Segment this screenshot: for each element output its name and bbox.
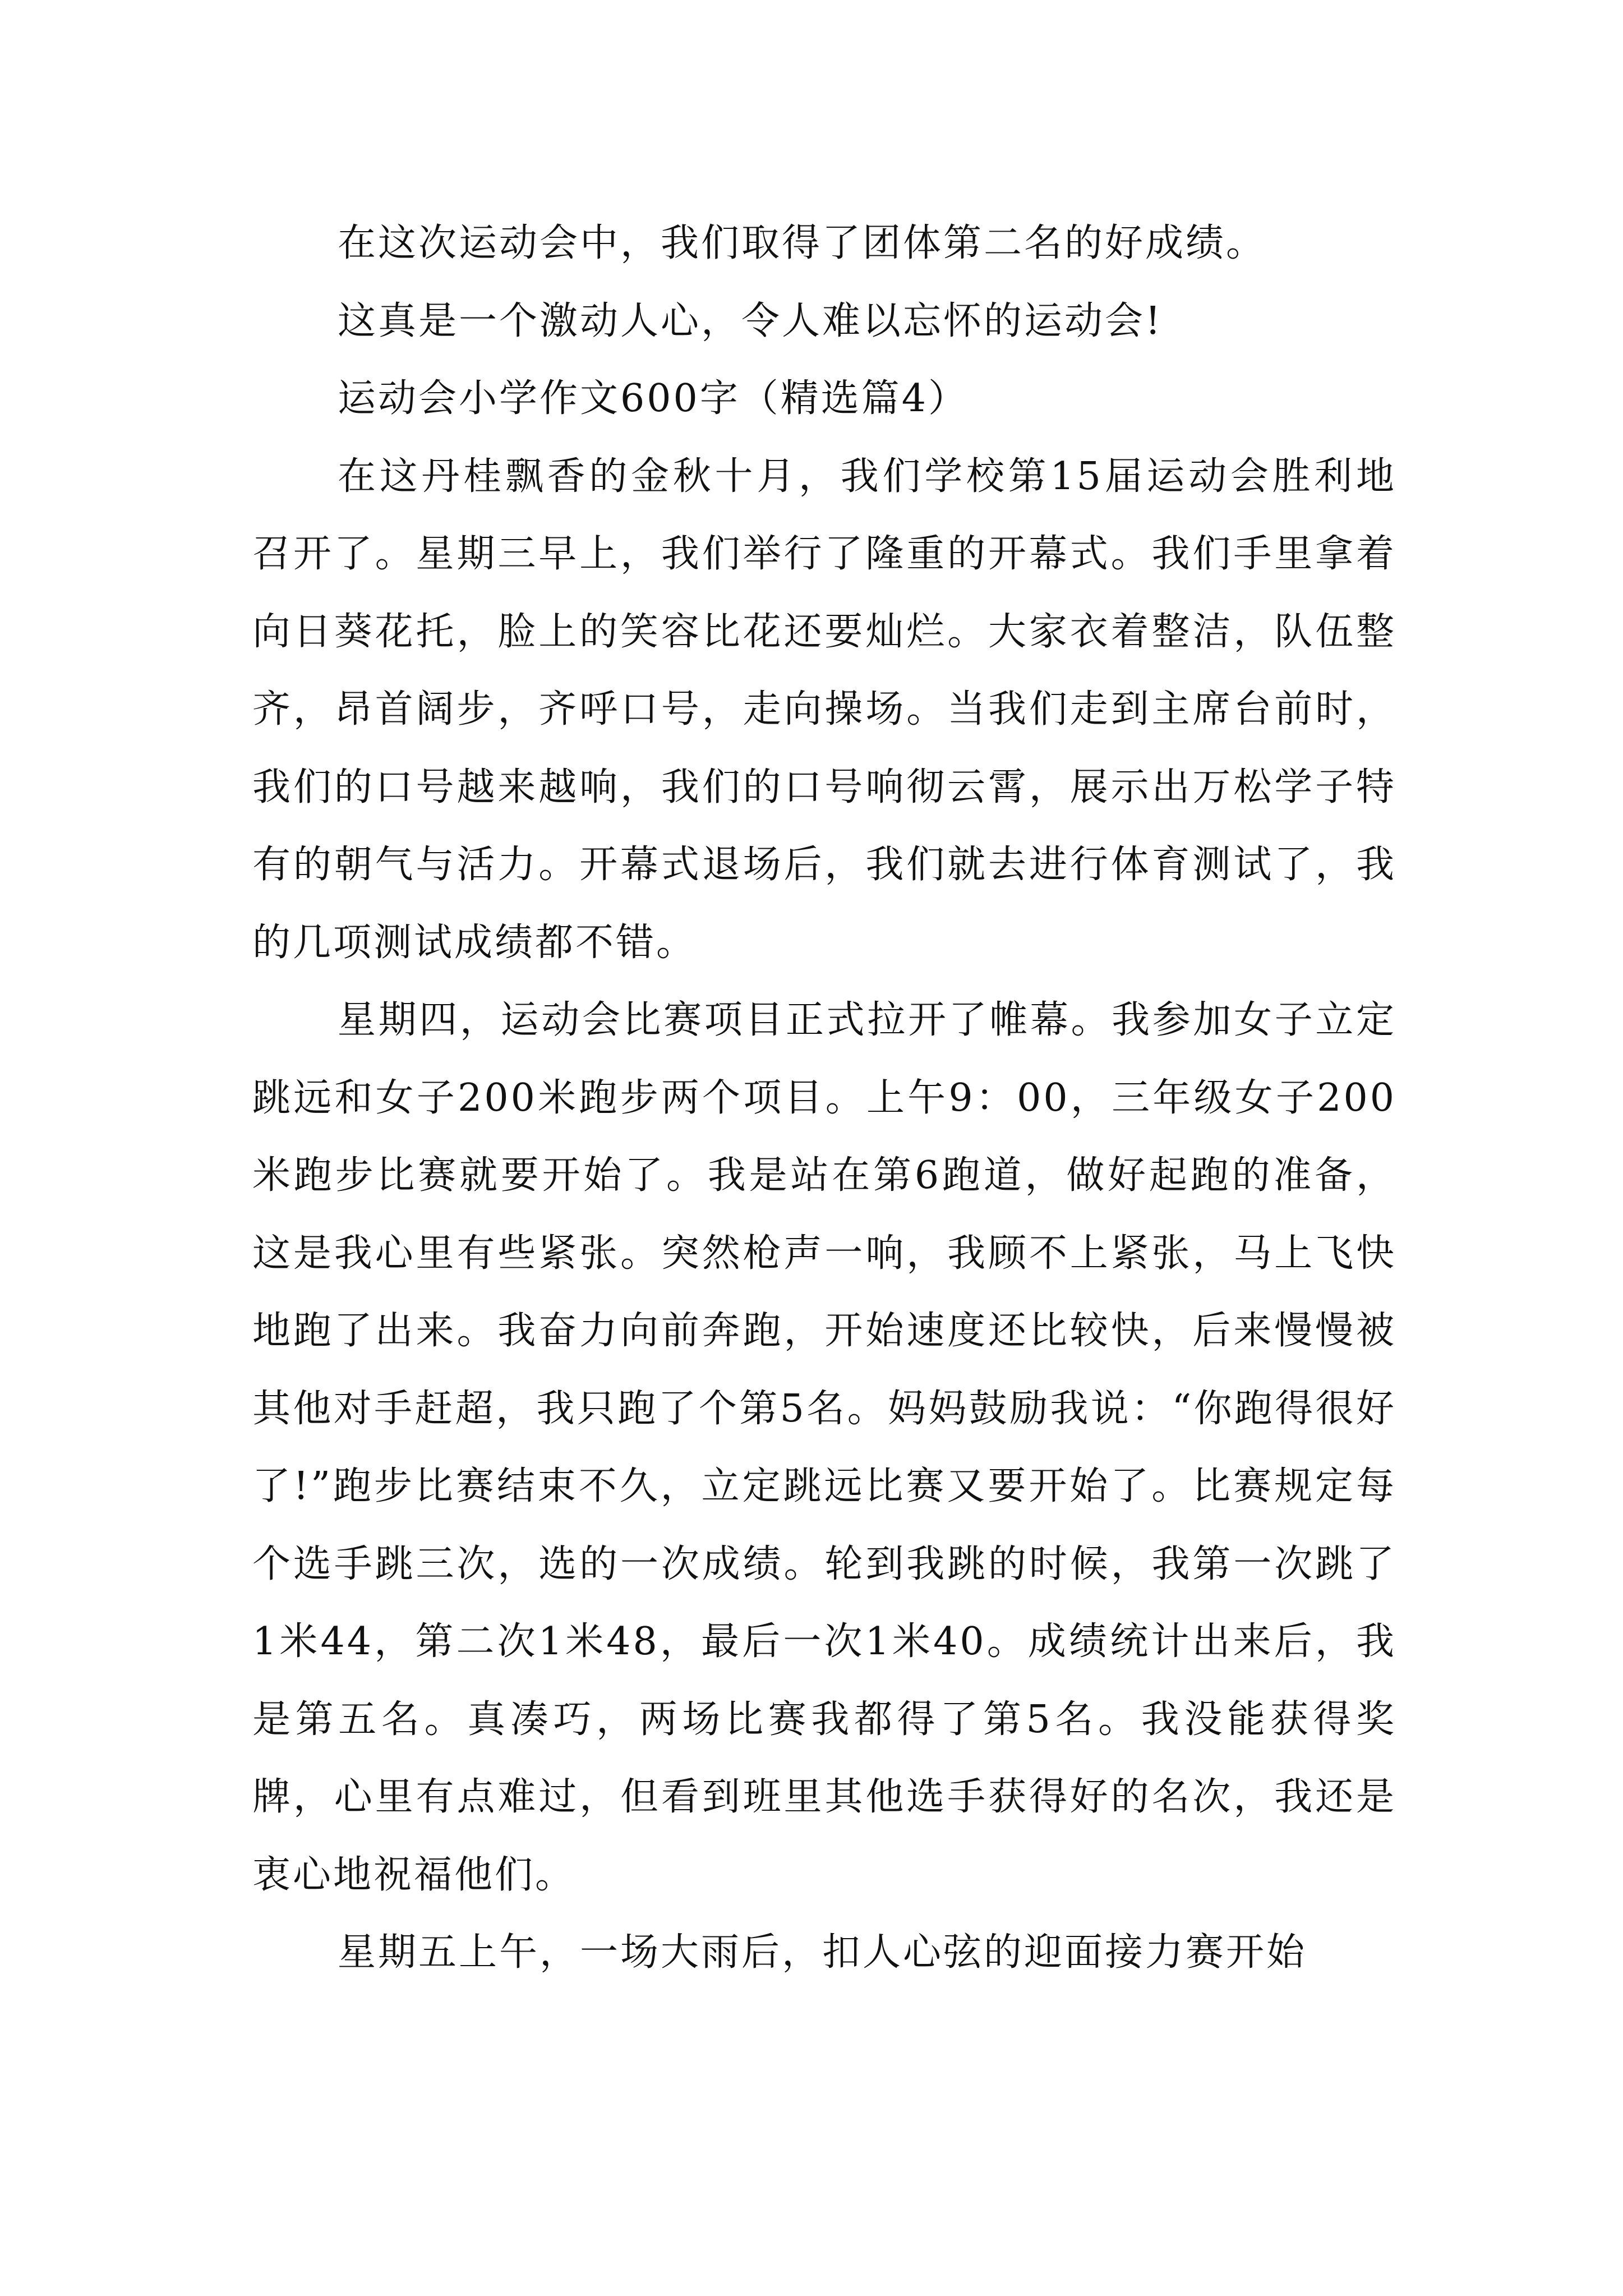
paragraph-memorable: 这真是一个激动人心，令人难以忘怀的运动会! [338,298,1163,343]
paragraph-team-result: 在这次运动会中，我们取得了团体第二名的好成绩。 [338,221,1267,265]
document-body [252,205,1396,1992]
paragraph-opening-ceremony: 在这丹桂飘香的金秋十月，我们学校第15届运动会胜利地召开了。星期三早上，我们举行了隆重的开幕式。我们手里拿着向日葵花托，脸上的笑容比花还要灿烂。大家衣着整洁，队伍整齐，昂首阔步，齐呼口号，走向操场。当我们走到主席台前时，我们的口号越来越响，我们的口号响彻云霄，展示出万松学子特有的朝气与活力。开幕式退场后，我们就去进行体育测试了，我的几项测试成绩都不错。 [252,454,1396,965]
paragraph-friday-relay: 星期五上午，一场大雨后，扣人心弦的迎面接力赛开始 [338,1930,1307,1975]
paragraph-thursday-events: 星期四，运动会比赛项目正式拉开了帷幕。我参加女子立定跳远和女子200米跑步两个项目。上午9：00，三年级女子200米跑步比赛就要开始了。我是站在第6跑道，做好起跑的准备，这是我心里有些紧张。突然枪声一响，我顾不上紧张，马上飞快地跑了出来。我奋力向前奔跑，开始速度还比较快，后来慢慢被其他对手赶超，我只跑了个第5名。妈妈鼓励我说：“你跑得很好了!”跑步比赛结束不久，立定跳远比赛又要开始了。比赛规定每个选手跳三次，选的一次成绩。轮到我跳的时候，我第一次跳了1米44，第二次1米48，最后一次1米40。成绩统计出来后，我是第五名。真凑巧，两场比赛我都得了第5名。我没能获得奖牌，心里有点难过，但看到班里其他选手获得好的名次，我还是衷心地祝福他们。 [252,998,1396,1897]
essay-title: 运动会小学作文600字（精选篇4） [338,376,969,421]
